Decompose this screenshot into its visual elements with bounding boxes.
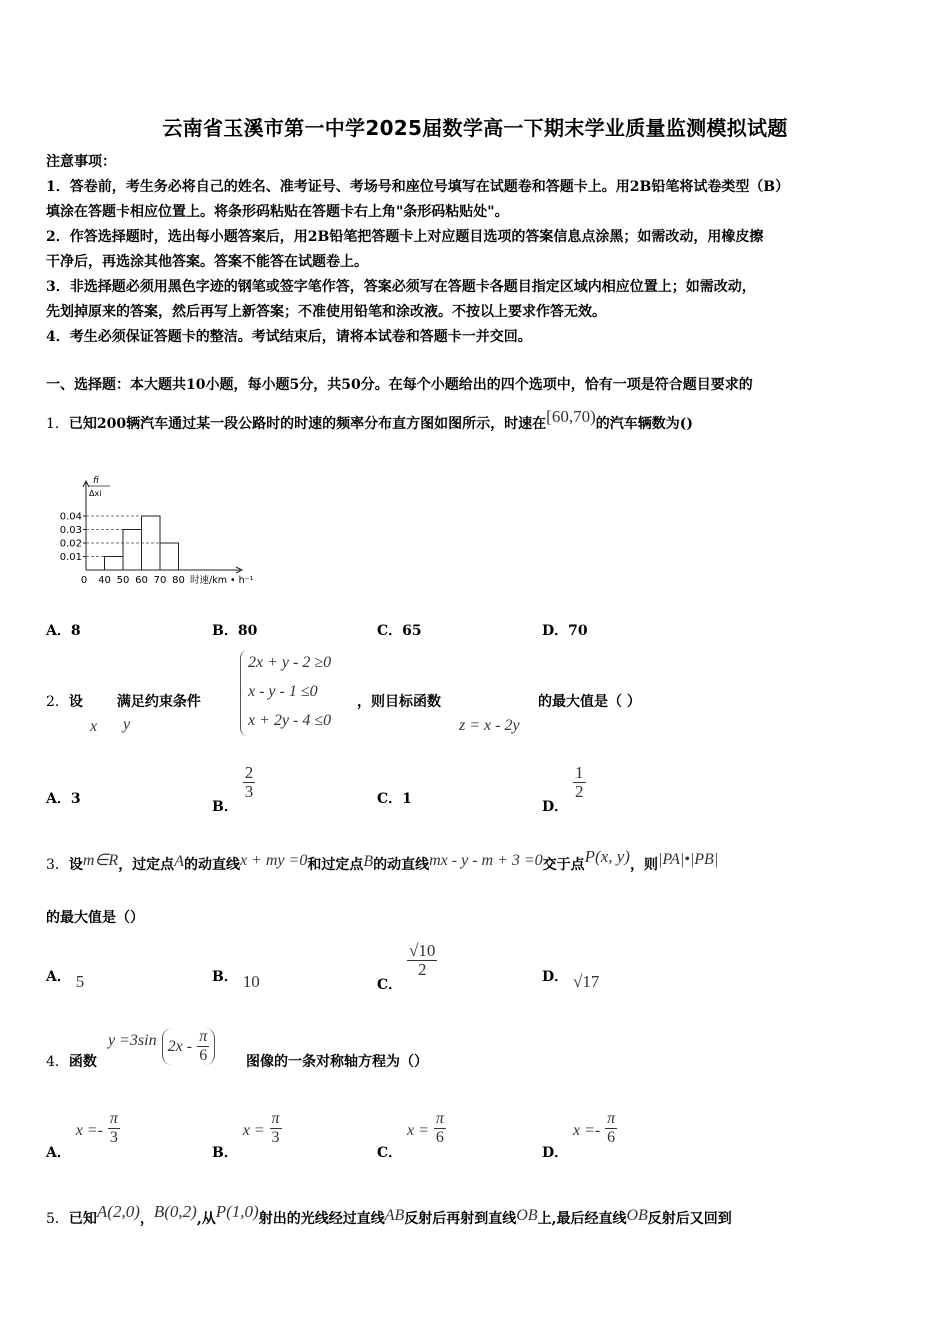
question-text: 上,最后经直线	[537, 1211, 627, 1227]
question-3	[46, 847, 916, 878]
question-text: 交于点	[542, 857, 585, 873]
fraction-num: π	[109, 1110, 118, 1127]
question-text: 函数	[68, 1054, 97, 1070]
page-title: 云南省玉溪市第一中学2025届数学高一下期末学业质量监测模拟试题	[162, 116, 788, 140]
fraction-den: 6	[607, 1129, 616, 1146]
question-4	[46, 1050, 97, 1075]
math-expr: AB	[384, 1207, 405, 1224]
option-value: 10	[242, 972, 260, 991]
question-number: 5．	[46, 1211, 69, 1227]
notice-line: 3．非选择题必须用黑色字迹的钢笔或签字笔作答，答案必须写在答题卡各题目指定区域内相应位置上；如需改动，	[46, 279, 756, 295]
option-label: B．	[212, 798, 238, 815]
option-d[interactable]: D．70	[542, 623, 588, 639]
option-c[interactable]	[377, 941, 437, 993]
x-tick-label: 60	[135, 575, 148, 586]
question-2	[46, 690, 201, 715]
fraction-num: π	[435, 1110, 444, 1127]
question-5	[46, 1202, 926, 1232]
constraint-2: x - y - 1 ≤0	[248, 683, 318, 700]
math-interval: [60,70)	[546, 407, 596, 426]
fraction-num: √10	[409, 941, 436, 960]
fraction-den: 6	[435, 1129, 444, 1146]
y-tick-label: 0.02	[59, 538, 82, 550]
x-tick-label: 70	[153, 575, 167, 586]
option-label: B．	[212, 1144, 238, 1161]
y-label-bottom: Δxi	[89, 489, 102, 498]
function-expr	[108, 1028, 215, 1074]
histogram-chart	[50, 470, 280, 590]
option-label: A．	[46, 969, 71, 985]
math-expr: P(x, y)	[584, 847, 630, 866]
constraint-1: 2x + y - 2 ≥0	[248, 654, 332, 671]
fraction-den: 3	[244, 782, 254, 801]
question-text: 已知	[68, 1211, 97, 1227]
var-y: y	[123, 716, 131, 733]
question-text: 满足约束条件	[116, 694, 201, 710]
option-a[interactable]: A．3	[46, 791, 81, 807]
x-tick-label: 50	[116, 575, 130, 586]
histogram-bar	[160, 543, 179, 570]
question-text: 射出的光线经过直线	[258, 1211, 385, 1227]
option-label: D．	[542, 798, 569, 815]
math-expr: x =	[242, 1121, 265, 1139]
fraction-den: 3	[109, 1129, 118, 1146]
fraction-num: 1	[575, 763, 584, 782]
option-value: √17	[573, 972, 600, 991]
question-text: 反射后再射到直线	[404, 1211, 517, 1227]
y-tick-label: 0.04	[59, 511, 82, 523]
x-tick-label: 40	[98, 575, 111, 586]
y-tick-label: 0.03	[59, 525, 82, 536]
fraction	[243, 764, 256, 801]
fraction-den: 2	[575, 782, 584, 801]
question-text: 已知200辆汽车通过某一段公路时的时速的频率分布直方图如图所示，时速在	[68, 416, 547, 432]
notice-section	[46, 150, 906, 350]
option-c[interactable]: C．65	[377, 623, 422, 639]
fraction	[407, 942, 437, 979]
question-text: 的动直线	[373, 857, 430, 873]
math-expr: y =3sin	[108, 1032, 157, 1049]
math-expr: x =	[407, 1121, 429, 1139]
math-expr: A	[174, 853, 184, 870]
math-expr: |PA|•|PB|	[657, 851, 719, 868]
question-text: ,从	[196, 1211, 216, 1227]
question-number: 2．	[46, 694, 69, 710]
notice-heading: 注意事项：	[46, 154, 116, 170]
question-number: 4．	[46, 1054, 69, 1070]
notice-line: 先划掉原来的答案，然后再写上新答案；不准使用铅笔和涂改液。不按以上要求作答无效。	[46, 304, 606, 320]
notice-line: 填涂在答题卡相应位置上。将条形码粘贴在答题卡右上角"条形码粘贴处"。	[46, 204, 509, 220]
question-text: ，则	[629, 857, 658, 873]
y-label-top: fi	[93, 476, 99, 486]
notice-line: 4．考生必须保证答题卡的整洁。考试结束后，请将本试卷和答题卡一并交回。	[46, 329, 532, 345]
question-text: ，过定点	[118, 857, 175, 873]
option-b[interactable]	[212, 1110, 282, 1161]
fraction-den: 3	[271, 1129, 280, 1146]
option-b[interactable]	[212, 966, 260, 991]
math-expr: A(2,0)	[96, 1202, 140, 1221]
option-label: B．	[212, 969, 238, 985]
notice-line: 1．答卷前，考生务必将自己的姓名、准考证号、考场号和座位号填写在试题卷和答题卡上。用2B铅笔将试卷类型（B）	[46, 179, 790, 195]
question-text: 的动直线	[183, 857, 240, 873]
option-label: C．	[377, 1144, 403, 1161]
option-value: 5	[75, 972, 85, 991]
question-text: ，	[139, 1211, 154, 1227]
x-tick-label: 80	[172, 575, 185, 586]
notice-line: 2．作答选择题时，选出每小题答案后，用2B铅笔把答题卡上对应题目选项的答案信息点涂黑；如需改动，用橡皮擦	[46, 229, 764, 245]
notice-line: 干净后，再选涂其他答案。答案不能答在试题卷上。	[46, 254, 368, 270]
question-text: 的最大值是（ ）	[538, 694, 641, 710]
histogram-bar	[123, 530, 142, 571]
x-axis-label: 时速/km • h⁻¹	[190, 575, 254, 586]
math-expr: m∈R	[82, 852, 119, 869]
question-text: ，则目标函数	[357, 694, 441, 710]
fraction	[197, 1028, 209, 1065]
question-text: 的汽车辆数为()	[595, 416, 693, 432]
math-expr: OB	[516, 1207, 538, 1224]
y-tick-label: 0.01	[59, 552, 82, 563]
option-b[interactable]	[212, 763, 255, 815]
question-text: 设	[68, 694, 83, 710]
math-expr: B	[363, 853, 374, 870]
option-label: A．	[46, 1144, 71, 1161]
fraction	[108, 1110, 120, 1147]
fraction-num: π	[199, 1028, 208, 1045]
question-1	[46, 407, 693, 437]
option-d[interactable]	[542, 763, 586, 815]
option-b[interactable]: B．80	[212, 623, 258, 639]
math-expr: x + my =0	[239, 852, 308, 869]
question-text: 图像的一条对称轴方程为（）	[246, 1054, 428, 1070]
option-c[interactable]: C．1	[377, 791, 412, 807]
option-a[interactable]	[46, 1110, 120, 1161]
question-text: 和过定点	[307, 857, 364, 873]
fraction-den: 2	[417, 960, 427, 979]
option-a[interactable]: A．8	[46, 623, 81, 639]
option-label: D．	[542, 969, 569, 985]
fraction-den: 6	[199, 1047, 208, 1064]
fraction-num: π	[607, 1110, 616, 1127]
option-c[interactable]	[377, 1110, 446, 1161]
option-label: C．	[377, 976, 403, 993]
math-expr: OB	[626, 1207, 648, 1224]
fraction	[434, 1110, 446, 1147]
option-d[interactable]	[542, 1110, 617, 1161]
question-text: 的最大值是（）	[46, 910, 144, 926]
fraction	[573, 764, 586, 801]
option-d[interactable]	[542, 966, 600, 991]
question-number: 3．	[46, 857, 69, 873]
math-expr: mx - y - m + 3 =0	[429, 852, 543, 869]
math-expr: x =-	[573, 1121, 601, 1139]
section-heading: 一、选择题：本大题共10小题，每小题5分，共50分。在每个小题给出的四个选项中，恰有一项是符合题目要求的	[46, 377, 753, 393]
math-expr: x =-	[75, 1121, 103, 1139]
var-x: x	[90, 718, 98, 735]
question-number: 1．	[46, 416, 69, 432]
fraction-num: π	[271, 1110, 280, 1127]
option-a[interactable]	[46, 966, 85, 991]
histogram-bar	[105, 557, 124, 571]
fraction-num: 2	[244, 763, 254, 782]
math-expr: P(1,0)	[215, 1202, 259, 1221]
question-text: 反射后又回到	[647, 1211, 732, 1227]
objective-function: z = x - 2y	[459, 717, 520, 734]
option-label: D．	[542, 1144, 569, 1161]
constraint-3: x + 2y - 4 ≤0	[248, 712, 332, 729]
fraction	[605, 1110, 617, 1147]
fraction	[270, 1110, 282, 1147]
question-text: 设	[68, 857, 83, 873]
origin-label: 0	[80, 575, 88, 586]
math-expr: B(0,2)	[153, 1202, 197, 1221]
math-expr: 2x -	[167, 1038, 193, 1055]
